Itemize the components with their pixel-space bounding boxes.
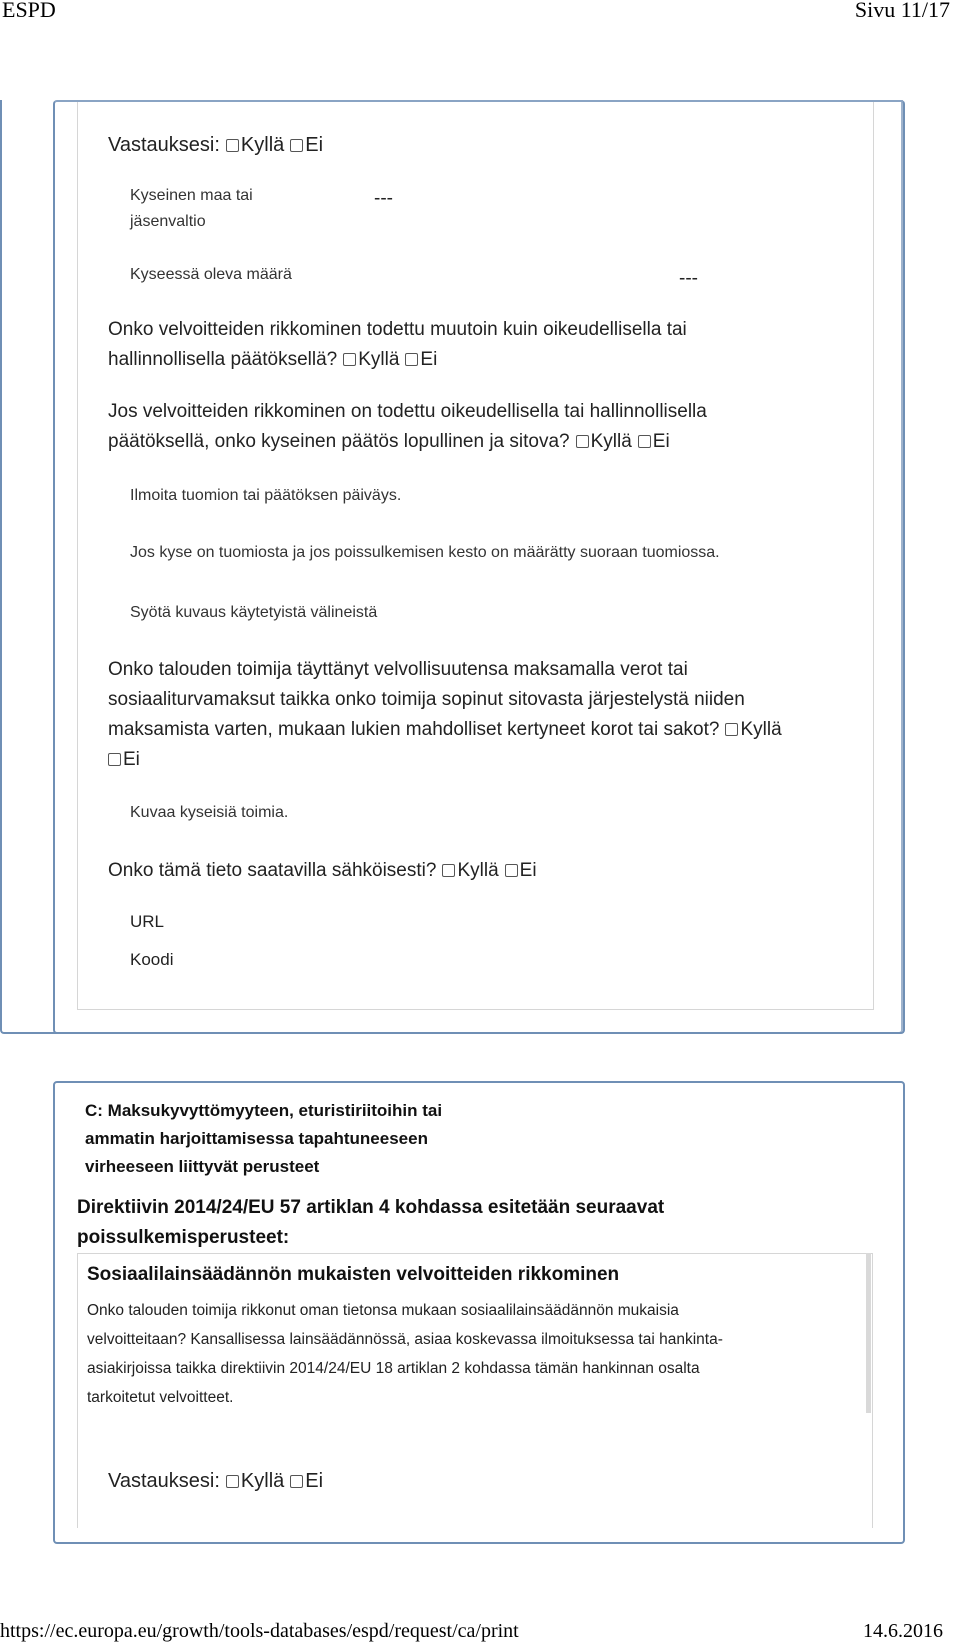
no-checkbox[interactable] xyxy=(290,139,303,152)
criterion-description-line-1: Onko talouden toimija rikkonut oman tietonsa mukaan sosiaalilainsäädännön mukaisia xyxy=(87,1302,679,1319)
criterion-description-line-4: tarkoitetut velvoitteet. xyxy=(87,1389,234,1406)
section-c-title xyxy=(85,1097,442,1181)
yes-label: Kyllä xyxy=(740,719,782,740)
answer-label: Vastauksesi: xyxy=(108,1470,220,1492)
criterion-description-line-3: asiakirjoissa taikka direktiivin 2014/24/EU 18 artiklan 2 kohdassa tämän hankinnan osalta xyxy=(87,1360,700,1377)
question-fulfilled-text: maksamista varten, mukaan lukien mahdolliset kertyneet korot tai sakot? xyxy=(108,719,720,740)
country-value: --- xyxy=(374,188,393,209)
footer-date: 14.6.2016 xyxy=(863,1620,943,1642)
criterion-description xyxy=(87,1296,723,1412)
no-checkbox[interactable] xyxy=(290,1475,303,1488)
country-label-line-2: jäsenvaltio xyxy=(130,213,206,230)
url-label: URL xyxy=(130,912,165,931)
yes-label: Kyllä xyxy=(240,1470,285,1492)
scrollbar[interactable] xyxy=(866,1253,871,1413)
question-fulfilled-line-3 xyxy=(108,715,782,745)
doc-header-title: ESPD xyxy=(2,0,56,22)
no-checkbox[interactable] xyxy=(108,753,121,766)
question-final-line-1: Jos velvoitteiden rikkominen on todettu oikeudellisella tai hallinnollisella xyxy=(108,401,707,422)
criterion-description-line-2: velvoitteitaan? Kansallisessa lainsäädännössä, asiaa koskevassa ilmoituksessa tai hankinta- xyxy=(87,1331,723,1348)
yes-checkbox[interactable] xyxy=(576,435,589,448)
judgement-date-label: Ilmoita tuomion tai päätöksen päiväys. xyxy=(130,487,402,504)
question-obligations-fulfilled xyxy=(108,655,782,775)
yes-label: Kyllä xyxy=(590,431,632,452)
question-fulfilled-line-1: Onko talouden toimija täyttänyt velvollisuutensa maksamalla verot tai xyxy=(108,659,688,680)
yes-label: Kyllä xyxy=(358,349,400,370)
criterion-title: Sosiaalilainsäädännön mukaisten velvoitteiden rikkominen xyxy=(87,1264,620,1285)
section-c-title-line-1: C: Maksukyvyttömyyteen, eturistiriitoihin tai xyxy=(85,1101,443,1120)
no-checkbox[interactable] xyxy=(505,864,518,877)
section-c-title-line-2: ammatin harjoittamisessa tapahtuneeseen xyxy=(85,1129,428,1148)
code-label: Koodi xyxy=(130,950,174,969)
exclusion-duration-label: Jos kyse on tuomiosta ja jos poissulkemisen kesto on määrätty suoraan tuomiossa. xyxy=(130,544,720,561)
section-c-intro-line-2: poissulkemisperusteet: xyxy=(77,1227,290,1248)
amount-label: Kyseessä oleva määrä xyxy=(130,266,292,283)
country-label-line-1: Kyseinen maa tai xyxy=(130,187,253,204)
question-final-text: päätöksellä, onko kyseinen päätös lopullinen ja sitova? xyxy=(108,431,570,452)
no-label: Ei xyxy=(305,134,324,156)
footer-url: https://ec.europa.eu/growth/tools-databases/espd/request/ca/print xyxy=(0,1620,519,1642)
yes-checkbox[interactable] xyxy=(226,139,239,152)
question-final-line-2 xyxy=(108,427,707,457)
yes-label: Kyllä xyxy=(457,860,499,881)
amount-value: --- xyxy=(679,268,698,289)
answer-line xyxy=(108,1466,323,1496)
no-label: Ei xyxy=(420,349,438,370)
no-checkbox[interactable] xyxy=(405,353,418,366)
page-number: Sivu 11/17 xyxy=(854,0,950,22)
answer-label: Vastauksesi: xyxy=(108,134,220,156)
question-electronic-text: Onko tämä tieto saatavilla sähköisesti? xyxy=(108,860,437,881)
yes-checkbox[interactable] xyxy=(226,1475,239,1488)
no-label: Ei xyxy=(123,749,140,770)
question-other-means-text: hallinnollisella päätöksellä? xyxy=(108,349,338,370)
describe-measures-label: Kuvaa kyseisiä toimia. xyxy=(130,804,289,821)
question-final-binding xyxy=(108,397,707,457)
question-other-means-line-2 xyxy=(108,345,687,375)
no-label: Ei xyxy=(652,431,670,452)
question-other-means-line-1: Onko velvoitteiden rikkominen todettu muutoin kuin oikeudellisella tai xyxy=(108,319,687,340)
no-label: Ei xyxy=(519,860,537,881)
yes-checkbox[interactable] xyxy=(343,353,356,366)
country-label xyxy=(130,183,253,235)
section-c-intro-line-1: Direktiivin 2014/24/EU 57 artiklan 4 kohdassa esitetään seuraavat xyxy=(77,1197,665,1218)
section-c-title-line-3: virheeseen liittyvät perusteet xyxy=(85,1157,320,1176)
section-c-intro xyxy=(77,1193,664,1253)
question-other-means xyxy=(108,315,687,375)
question-fulfilled-line-2: sosiaaliturvamaksut taikka onko toimija sopinut sitovasta järjestelystä niiden xyxy=(108,689,745,710)
question-fulfilled-line-4 xyxy=(108,745,782,775)
question-electronic xyxy=(108,856,537,886)
yes-checkbox[interactable] xyxy=(442,864,455,877)
means-description-label: Syötä kuvaus käytetyistä välineistä xyxy=(130,604,378,621)
answer-line xyxy=(108,130,323,160)
no-label: Ei xyxy=(305,1470,324,1492)
yes-label: Kyllä xyxy=(240,134,285,156)
no-checkbox[interactable] xyxy=(638,435,651,448)
yes-checkbox[interactable] xyxy=(725,723,738,736)
